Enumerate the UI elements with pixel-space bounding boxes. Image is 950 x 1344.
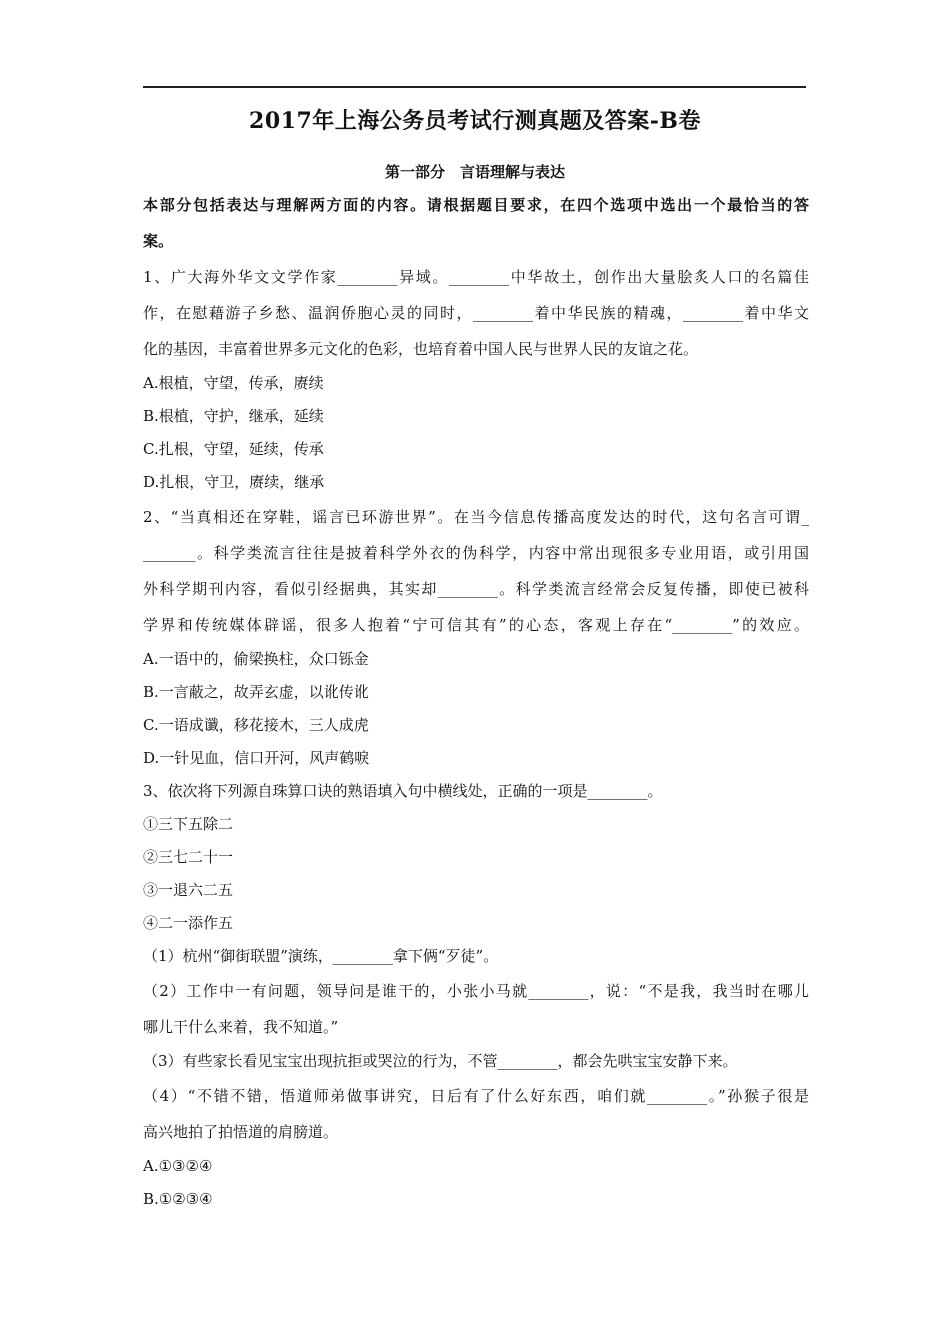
header-rule [143,86,806,88]
question-3-sentence: （2）工作中一有问题，领导问是谁干的，小张小马就________，说：“不是我，我当时在哪儿 [143,982,809,1000]
question-3-sentence: （3）有些家长看见宝宝出现抗拒或哭泣的行为，不管________，都会先哄宝宝安静下来。 [143,1052,738,1070]
question-3-item-4: ④二一添作五 [143,914,234,932]
question-1-option-a: A.根植，守望，传承，赓续 [143,374,324,392]
document-body [143,187,809,1216]
intro-line: 案。 [143,232,174,250]
question-2-option-d: D.一针见血，信口开河，风声鹤唳 [143,749,370,767]
question-3-option-a: A.①③②④ [143,1157,213,1175]
question-2-line: 2、“当真相还在穿鞋，谣言已环游世界”。在当今信息传播高度发达的时代，这句名言可谓_ [143,508,809,526]
question-2-option-b: B.一言蔽之，故弄玄虚，以讹传讹 [143,683,369,701]
question-2-line: _______。科学类流言往往是披着科学外衣的伪科学，内容中常出现很多专业用语，或引用国 [143,544,809,562]
question-1-line: 1、广大海外华文文学作家________异域。________中华故土，创作出大量脍炙人口的名篇佳 [143,268,809,286]
question-1-option-c: C.扎根，守望，延续，传承 [143,440,324,458]
question-3-item-2: ②三七二十一 [143,848,234,866]
question-2-line: 外科学期刊内容，看似引经据典，其实却________。科学类流言经常会反复传播，即使已被科 [143,580,809,598]
question-1-line: 化的基因，丰富着世界多元文化的色彩，也培育着中国人民与世界人民的友谊之花。 [143,340,699,358]
question-2-option-a: A.一语中的，偷梁换柱，众口铄金 [143,650,369,668]
question-3-option-b: B.①②③④ [143,1190,213,1208]
page-title: 2017年上海公务员考试行测真题及答案-B卷 [249,108,701,134]
question-1-option-b: B.根植，守护，继承，延续 [143,407,324,425]
question-3-sentence: 哪儿干什么来着，我不知道。” [143,1018,339,1036]
question-3-sentence: （1）杭州“御街联盟”演练，________拿下俩“歹徒”。 [143,947,499,965]
question-3-sentence: 高兴地拍了拍悟道的肩膀道。 [143,1123,339,1141]
section-title: 第一部分 言语理解与表达 [384,163,565,181]
intro-line: 本部分包括表达与理解两方面的内容。请根据题目要求，在四个选项中选出一个最恰当的答 [143,196,809,214]
question-2-option-c: C.一语成谶，移花接木，三人成虎 [143,716,369,734]
question-3-sentence: （4）“不错不错，悟道师弟做事讲究，日后有了什么好东西，咱们就________。”孙猴子很是 [143,1087,809,1105]
question-3-item-1: ①三下五除二 [143,815,234,833]
question-1-option-d: D.扎根，守卫，赓续，继承 [143,473,325,491]
question-2-line: 学界和传统媒体辟谣，很多人抱着“宁可信其有”的心态，客观上存在“________”的效应。 [143,616,809,634]
question-3-line: 3、依次将下列源自珠算口诀的熟语填入句中横线处，正确的一项是________。 [143,782,663,800]
question-1-line: 作，在慰藉游子乡愁、温润侨胞心灵的同时，________着中华民族的精魂，________着中华文 [143,304,809,322]
question-3-item-3: ③一退六二五 [143,881,234,899]
